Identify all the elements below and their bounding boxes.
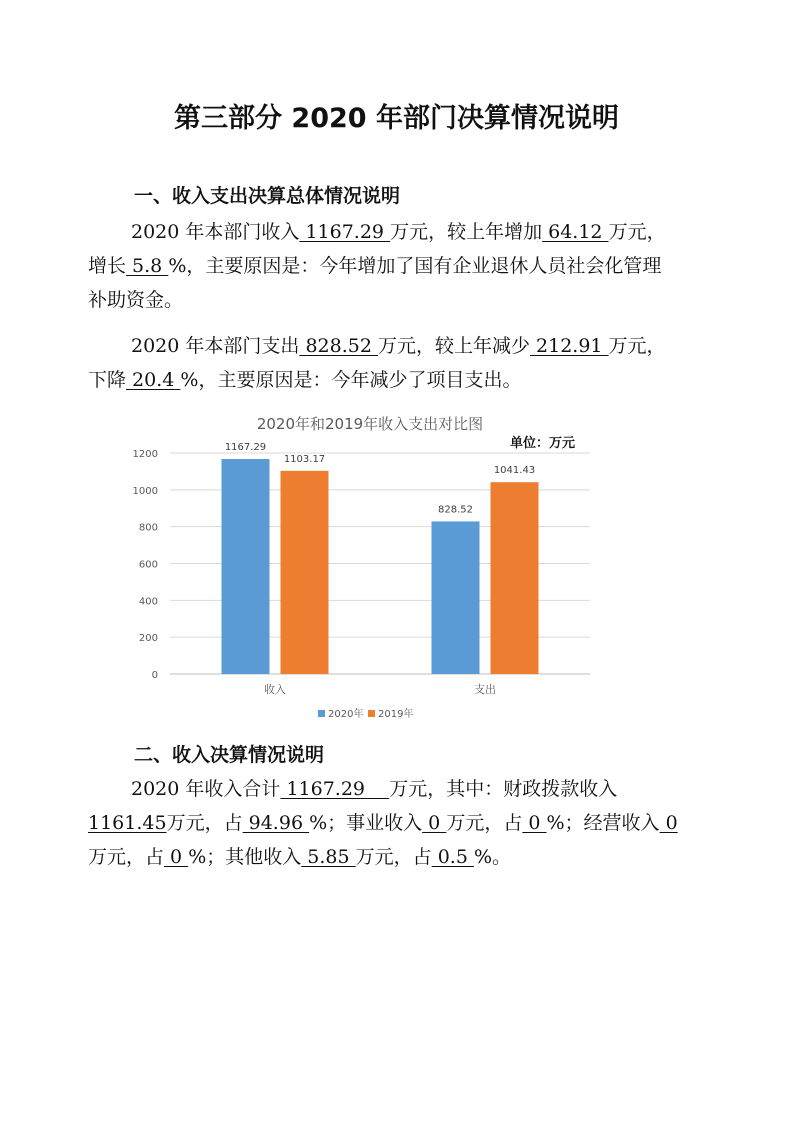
bar-2019年-支出 bbox=[491, 482, 539, 674]
bar-data-label: 1103.17 bbox=[283, 453, 326, 465]
chart-unit-label: 单位：万元 bbox=[510, 436, 576, 451]
text: 万元，较上年减少 bbox=[377, 335, 530, 357]
text: %，主要原因是：今年减少了项目支出。 bbox=[180, 369, 522, 391]
text: 万元，占 bbox=[355, 846, 432, 868]
text: 万元，占 bbox=[166, 812, 243, 834]
text: 万元， bbox=[608, 335, 666, 357]
decrease-value: 212.91 bbox=[529, 335, 609, 357]
operating-percent: 0 bbox=[164, 846, 189, 868]
text: %。 bbox=[473, 846, 512, 868]
text: 万元，占 bbox=[88, 846, 165, 868]
section2-heading: 二、收入决算情况说明 bbox=[134, 744, 325, 766]
income-value: 1167.29 bbox=[299, 221, 391, 243]
page-title: 第三部分 2020 年部门决算情况说明 bbox=[174, 103, 619, 134]
y-tick-label: 1200 bbox=[132, 449, 158, 460]
text: 下降 bbox=[88, 369, 127, 391]
growth-percent: 5.8 bbox=[126, 255, 169, 277]
section1-heading: 一、收入支出决算总体情况说明 bbox=[134, 185, 401, 207]
operating-income-value: 0 bbox=[659, 812, 678, 834]
text: 补助资金。 bbox=[88, 289, 184, 311]
x-category-label: 收入 bbox=[264, 683, 286, 696]
y-tick-label: 1000 bbox=[132, 485, 158, 497]
legend-swatch bbox=[318, 710, 325, 717]
legend-label: 2020年 bbox=[328, 709, 364, 720]
increase-value: 64.12 bbox=[542, 221, 609, 243]
text: 增长 bbox=[88, 255, 127, 277]
text: 2020 年本部门支出 bbox=[131, 335, 300, 357]
legend-swatch bbox=[368, 710, 375, 717]
y-tick-label: 200 bbox=[138, 633, 158, 645]
total-income-value: 1167.29 bbox=[280, 778, 390, 800]
business-income-value: 0 bbox=[422, 812, 447, 834]
expense-value: 828.52 bbox=[299, 335, 378, 357]
business-percent: 0 bbox=[522, 812, 547, 834]
section1-paragraph2 bbox=[88, 329, 728, 397]
bar-data-label: 1041.43 bbox=[493, 465, 536, 477]
text: 2020 年收入合计 bbox=[131, 778, 281, 800]
section2-paragraph1 bbox=[88, 772, 728, 874]
bar-2019年-收入 bbox=[281, 471, 329, 674]
income-expense-chart bbox=[120, 403, 600, 725]
text: 万元，较上年增加 bbox=[390, 221, 543, 243]
chart-svg bbox=[120, 403, 600, 725]
chart-title: 2020年和2019年收入支出对比图 bbox=[256, 415, 484, 433]
y-tick-label: 400 bbox=[138, 596, 158, 608]
section1-paragraph1 bbox=[88, 215, 728, 317]
text: 万元，其中：财政拨款收入 bbox=[389, 778, 618, 800]
text: 万元， bbox=[608, 221, 666, 243]
x-category-label: 支出 bbox=[474, 683, 496, 696]
text: %，主要原因是：今年增加了国有企业退休人员社会化管理 bbox=[168, 255, 662, 277]
legend-label: 2019年 bbox=[378, 709, 414, 720]
bar-data-label: 828.52 bbox=[438, 504, 473, 516]
bar-data-label: 1167.29 bbox=[224, 442, 267, 454]
decline-percent: 20.4 bbox=[126, 369, 181, 391]
y-tick-label: 0 bbox=[151, 670, 158, 681]
bar-2020年-支出 bbox=[432, 521, 480, 674]
text: 万元，占 bbox=[446, 812, 523, 834]
y-tick-label: 600 bbox=[138, 559, 158, 571]
text: 2020 年本部门收入 bbox=[131, 221, 300, 243]
y-tick-label: 800 bbox=[138, 522, 158, 534]
text: %；事业收入 bbox=[309, 812, 423, 834]
text: %；经营收入 bbox=[546, 812, 660, 834]
fiscal-percent: 94.96 bbox=[242, 812, 310, 834]
other-percent: 0.5 bbox=[431, 846, 474, 868]
text: %；其他收入 bbox=[188, 846, 302, 868]
fiscal-income-value: 1161.45 bbox=[88, 812, 167, 834]
other-income-value: 5.85 bbox=[301, 846, 356, 868]
bar-2020年-收入 bbox=[222, 459, 270, 674]
